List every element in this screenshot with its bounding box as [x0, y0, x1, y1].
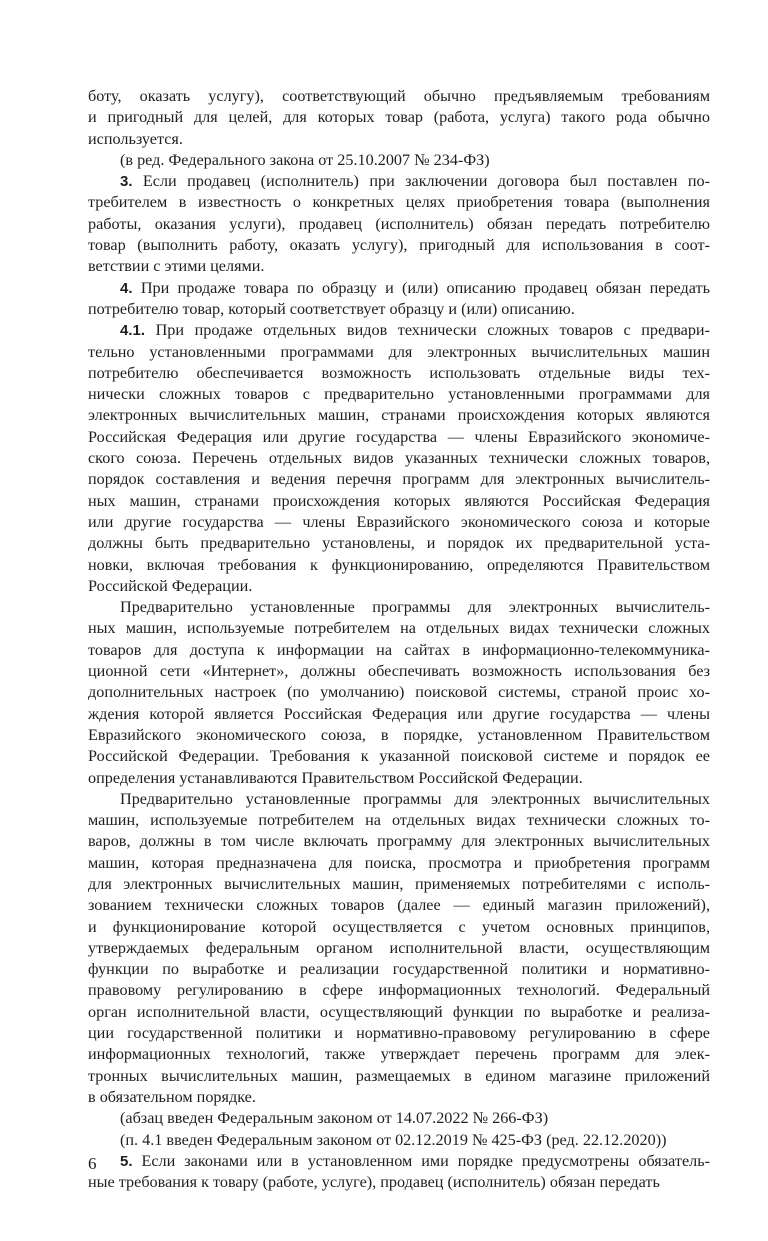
line-text: потребителю обеспечивается возможность использовать отдельные виды тех-	[88, 363, 710, 382]
text-line	[88, 725, 710, 746]
text-line	[88, 235, 710, 256]
line-text: и функционирование которой осуществляется с учетом основных принципов,	[88, 917, 710, 936]
line-text: или другие государства — члены Евразийского экономического союза и которые	[88, 512, 710, 531]
paragraph	[88, 171, 710, 277]
text-line	[88, 618, 710, 639]
clause-number: 3.	[120, 173, 133, 191]
text-line	[88, 1108, 710, 1129]
paragraph	[88, 278, 710, 321]
line-text: (в ред. Федерального закона от 25.10.2007 № 234-ФЗ)	[120, 150, 490, 169]
paragraph	[88, 1151, 710, 1194]
text-line	[88, 448, 710, 469]
paragraph	[88, 320, 710, 597]
line-text: новки, включая требования к функционированию, определяются Правительством	[88, 555, 710, 574]
text-line	[88, 342, 710, 363]
page-number: 6	[88, 1154, 97, 1173]
line-text: потребителю товар, который соответствует образцу и (или) описанию.	[88, 299, 575, 318]
line-text: дополнительных настроек (по умолчанию) поисковой системы, страной проис хо-	[88, 683, 710, 702]
paragraph	[88, 86, 710, 150]
line-text: в обязательном порядке.	[88, 1087, 256, 1106]
text-line	[88, 555, 710, 576]
text-line	[88, 86, 710, 107]
clause-number: 4.	[120, 279, 133, 297]
text-line	[88, 853, 710, 874]
text-line	[88, 661, 710, 682]
text-line	[88, 129, 710, 150]
line-text: ционной сети «Интернет», должны обеспечивать возможность использования без	[88, 662, 710, 681]
text-line	[88, 427, 710, 448]
line-text: орган исполнительной власти, осуществляющий функции по выработке и реализа-	[88, 1002, 710, 1021]
line-text: нически сложных товаров с предварительно установленными программами для	[88, 385, 710, 404]
text-line	[88, 1023, 710, 1044]
line-text: Евразийского экономического союза, в порядке, установленном Правительством	[88, 725, 710, 744]
clause-number: 4.1.	[120, 322, 146, 340]
line-text: используется.	[88, 129, 183, 148]
line-text: (п. 4.1 введен Федеральным законом от 02.12.2019 № 425-ФЗ (ред. 22.12.2020))	[120, 1130, 667, 1149]
text-line	[88, 107, 710, 128]
line-text: Предварительно установленные программы для электронных вычислитель-	[120, 598, 710, 617]
line-text: варов, должны в том числе включать программу для электронных вычислительных	[88, 832, 710, 851]
text-line	[88, 704, 710, 725]
line-text: Если законами или в установленном ими порядке предусмотрены обязатель-	[132, 1151, 710, 1170]
text-line	[88, 171, 710, 192]
line-text: правовому регулированию в сфере информационных технологий. Федеральный	[88, 981, 710, 1000]
text-line	[88, 256, 710, 277]
line-text: работы, оказания услуги), продавец (исполнитель) обязан передать потребителю	[88, 214, 710, 233]
line-text: тронных вычислительных машин, размещаемых в едином магазине приложений	[88, 1066, 710, 1085]
text-line	[88, 405, 710, 426]
line-text: требителем в известность о конкретных целях приобретения товара (выполнения	[88, 193, 710, 212]
line-text: боту, оказать услугу), соответствующий обычно предъявляемым требованиям	[88, 87, 710, 105]
text-line	[88, 491, 710, 512]
line-text: ных машин, используемые потребителем на отдельных видах технически сложных	[88, 619, 710, 638]
line-text: Российской Федерации. Требования к указанной поисковой системе и порядок ее	[88, 747, 710, 766]
line-text: ждения которой является Российская Федерация или другие государства — члены	[88, 704, 710, 723]
text-line	[88, 917, 710, 938]
line-text: При продаже отдельных видов технически сложных товаров с предвари-	[145, 321, 710, 340]
text-line	[88, 874, 710, 895]
text-line	[88, 682, 710, 703]
line-text: определения устанавливаются Правительством Российской Федерации.	[88, 768, 583, 787]
line-text: функции по выработке и реализации государственной политики и нормативно-	[88, 960, 710, 979]
text-line	[88, 299, 710, 320]
text-line	[88, 512, 710, 533]
text-line	[88, 214, 710, 235]
line-text: Российская Федерация или другие государства — члены Евразийского экономиче-	[88, 427, 710, 446]
text-line	[88, 150, 710, 171]
document-body	[88, 86, 710, 1193]
text-line	[88, 938, 710, 959]
line-text: порядок составления и ведения перечня программ для электронных вычислитель-	[88, 470, 710, 489]
text-line	[88, 746, 710, 767]
line-text: машин, используемые потребителем на отдельных видах технически сложных то-	[88, 811, 710, 830]
line-text: должны быть предварительно установлены, и порядок их предварительной уста-	[88, 534, 710, 553]
text-line	[88, 1172, 710, 1193]
text-line	[88, 192, 710, 213]
text-line	[88, 980, 710, 1001]
line-text: машин, которая предназначена для поиска, просмотра и приобретения программ	[88, 853, 710, 872]
text-line	[88, 1151, 710, 1172]
text-line	[88, 789, 710, 810]
text-line	[88, 1044, 710, 1065]
line-text: (абзац введен Федеральным законом от 14.07.2022 № 266-ФЗ)	[120, 1109, 549, 1128]
line-text: товар (выполнить работу, оказать услугу), пригодный для использования в соот-	[88, 236, 710, 255]
text-line	[88, 959, 710, 980]
text-line	[88, 363, 710, 384]
text-line	[88, 469, 710, 490]
paragraph	[88, 1108, 710, 1129]
text-line	[88, 1066, 710, 1087]
line-text: При продаже товара по образцу и (или) описанию продавец обязан передать	[132, 278, 710, 297]
paragraph	[88, 597, 710, 789]
line-text: электронных вычислительных машин, странами происхождения которых являются	[88, 406, 710, 425]
text-line	[88, 895, 710, 916]
text-line	[88, 768, 710, 789]
line-text: Российской Федерации.	[88, 576, 253, 595]
text-line	[88, 810, 710, 831]
text-line	[88, 533, 710, 554]
paragraph	[88, 789, 710, 1108]
line-text: Предварительно установленные программы для электронных вычислительных	[120, 789, 710, 808]
text-line	[88, 278, 710, 299]
line-text: товаров для доступа к информации на сайтах в информационно-телекоммуника-	[88, 640, 710, 659]
line-text: ского союза. Перечень отдельных видов указанных технически сложных товаров,	[88, 449, 710, 468]
line-text: зованием технически сложных товаров (далее — единый магазин приложений),	[88, 896, 710, 915]
line-text: утверждаемых федеральным органом исполнительной власти, осуществляющим	[88, 938, 710, 957]
text-line	[88, 1087, 710, 1108]
paragraph	[88, 1130, 710, 1151]
text-line	[88, 640, 710, 661]
paragraph	[88, 150, 710, 171]
text-line	[88, 597, 710, 618]
text-line	[88, 384, 710, 405]
text-line	[88, 320, 710, 341]
text-line	[88, 1130, 710, 1151]
line-text: и пригодный для целей, для которых товар (работа, услуга) такого рода обычно	[88, 108, 710, 127]
line-text: Если продавец (исполнитель) при заключении договора был поставлен по-	[132, 172, 710, 191]
text-line	[88, 831, 710, 852]
line-text: тельно установленными программами для электронных вычислительных машин	[88, 342, 710, 361]
line-text: ные требования к товару (работе, услуге), продавец (исполнитель) обязан передать	[88, 1173, 660, 1192]
line-text: для электронных вычислительных машин, применяемых потребителями с исполь-	[88, 874, 710, 893]
line-text: информационных технологий, также утверждает перечень программ для элек-	[88, 1045, 710, 1064]
text-line	[88, 1002, 710, 1023]
text-line	[88, 576, 710, 597]
line-text: ветствии с этими целями.	[88, 257, 265, 276]
line-text: ных машин, странами происхождения которых являются Российская Федерация	[88, 491, 710, 510]
clause-number: 5.	[120, 1152, 133, 1170]
line-text: ции государственной политики и нормативно-правовому регулированию в сфере	[88, 1024, 710, 1043]
